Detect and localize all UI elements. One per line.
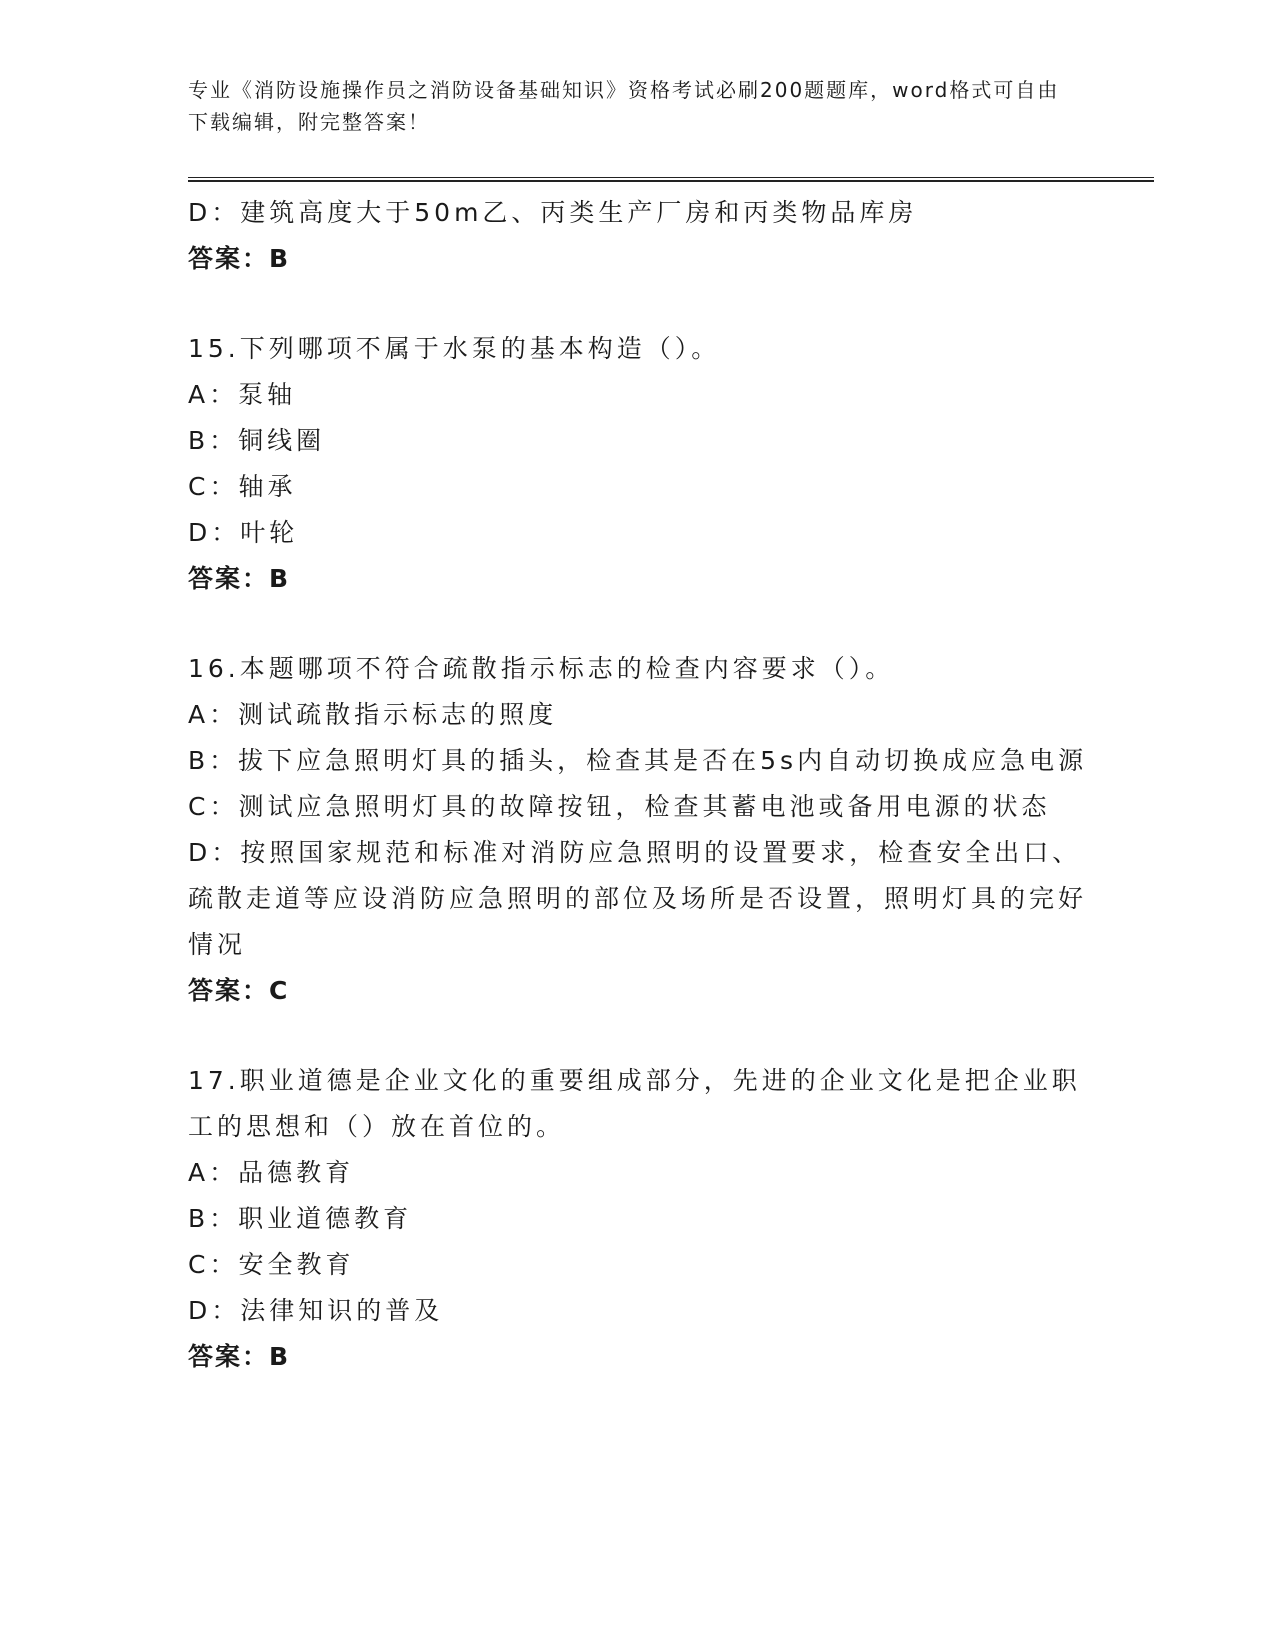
answer-line: 答案：C — [188, 976, 290, 1005]
option-a: A：泵轴 — [188, 380, 297, 409]
option-c: C：测试应急照明灯具的故障按钮，检查其蓄电池或备用电源的状态 — [188, 792, 1051, 821]
document-body — [188, 190, 1088, 1380]
option-b: B：拔下应急照明灯具的插头，检查其是否在5s内自动切换成应急电源 — [188, 746, 1088, 775]
answer-line: 答案：B — [188, 244, 291, 273]
document-header: 专业《消防设施操作员之消防设备基础知识》资格考试必刷200题题库，word格式可自由下载编辑，附完整答案！ — [188, 78, 1060, 134]
answer-line: 答案：B — [188, 1342, 291, 1371]
option-c: C：轴承 — [188, 472, 297, 501]
option-a: A：品德教育 — [188, 1158, 355, 1187]
option-d: D：叶轮 — [188, 518, 299, 547]
option-a: A：测试疏散指示标志的照度 — [188, 700, 558, 729]
option-d: D：建筑高度大于50m乙、丙类生产厂房和丙类物品库房 — [188, 198, 918, 227]
answer-line: 答案：B — [188, 564, 291, 593]
option-b: B：铜线圈 — [188, 426, 326, 455]
header-divider — [188, 177, 1154, 182]
question-stem: 15.下列哪项不属于水泵的基本构造（）。 — [188, 334, 721, 363]
option-d: D：按照国家规范和标准对消防应急照明的设置要求，检查安全出口、疏散走道等应设消防应急照明的部位及场所是否设置，照明灯具的完好情况 — [188, 838, 1088, 959]
question-17 — [188, 1058, 1088, 1380]
question-stem: 17.职业道德是企业文化的重要组成部分，先进的企业文化是把企业职工的思想和（）放在首位的。 — [188, 1066, 1081, 1141]
question-15 — [188, 326, 1088, 602]
question-16 — [188, 646, 1088, 1014]
previous-question-fragment — [188, 190, 1088, 282]
option-d: D：法律知识的普及 — [188, 1296, 444, 1325]
option-c: C：安全教育 — [188, 1250, 355, 1279]
option-b: B：职业道德教育 — [188, 1204, 413, 1233]
question-stem: 16.本题哪项不符合疏散指示标志的检查内容要求（）。 — [188, 654, 895, 683]
